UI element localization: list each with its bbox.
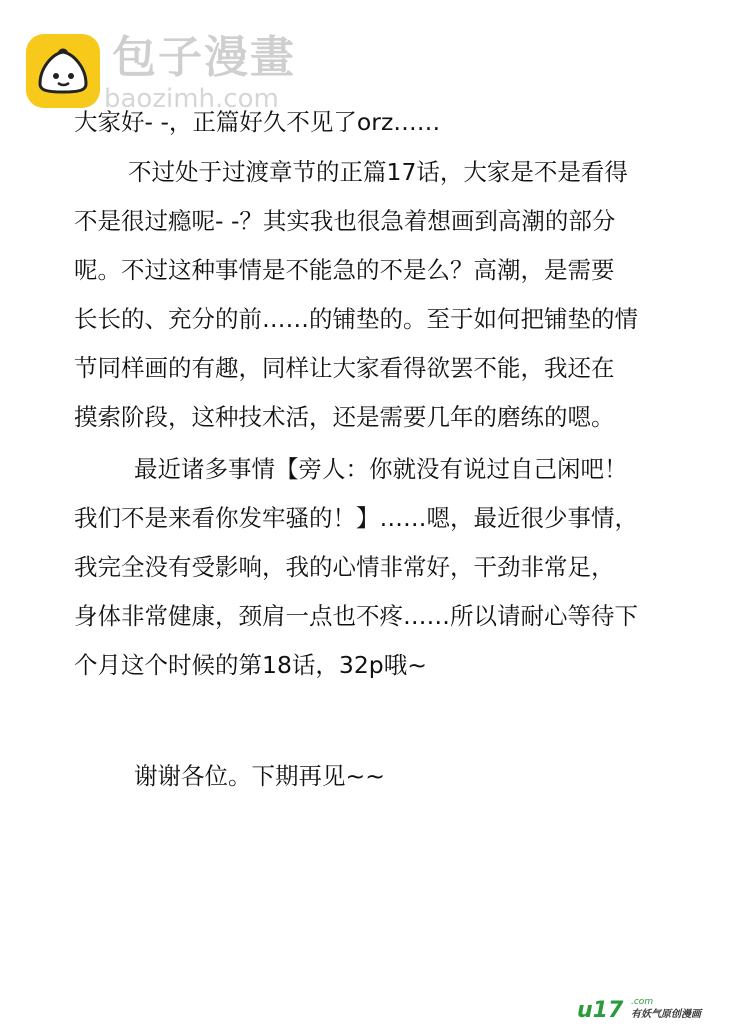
- text-line: 摸索阶段，这种技术活，还是需要几年的磨练的嗯。: [74, 403, 615, 431]
- paragraph-closing: [74, 752, 674, 801]
- watermark-title: 包子漫畫: [112, 32, 296, 83]
- text-line: 呢。不过这种事情是不能急的不是么？高潮，是需要: [74, 256, 615, 284]
- text-line: 不是很过瘾呢- -？其实我也很急着想画到高潮的部分: [74, 207, 616, 235]
- text-line: 节同样画的有趣，同样让大家看得欲罢不能，我还在: [74, 354, 615, 382]
- u17-brand-logo: [577, 998, 717, 1026]
- brand-name: u17: [577, 998, 624, 1023]
- text-line: 个月这个时候的第18话，32p哦~: [74, 651, 427, 679]
- text-line: 不过处于过渡章节的正篇17话，大家是不是看得: [128, 158, 628, 186]
- watermark-logo: [26, 34, 100, 108]
- text-line: 大家好- -，正篇好久不见了orz……: [74, 108, 441, 136]
- text-line: 最近诸多事情【旁人：你就没有说过自己闲吧！: [134, 455, 628, 483]
- paragraph-greeting: [74, 98, 674, 147]
- brand-slogan: 有妖气原创漫画: [631, 1009, 701, 1020]
- bun-mascot-icon: [26, 34, 100, 108]
- text-line: 我们不是来看你发牢骚的！】……嗯，最近很少事情，: [74, 504, 638, 532]
- brand-dotcom: .com: [631, 997, 654, 1007]
- watermark-domain: baozimh.com: [104, 84, 279, 114]
- text-line: 长长的、充分的前……的铺垫的。至于如何把铺垫的情: [74, 305, 638, 333]
- text-line: 谢谢各位。下期再见~~: [134, 762, 385, 790]
- text-line: 身体非常健康，颈肩一点也不疼……所以请耐心等待下: [74, 602, 638, 630]
- text-line: 我完全没有受影响，我的心情非常好，干劲非常足，: [74, 553, 615, 581]
- paragraph-recent-news: [74, 445, 674, 690]
- paragraph-chapter-note: [74, 148, 674, 442]
